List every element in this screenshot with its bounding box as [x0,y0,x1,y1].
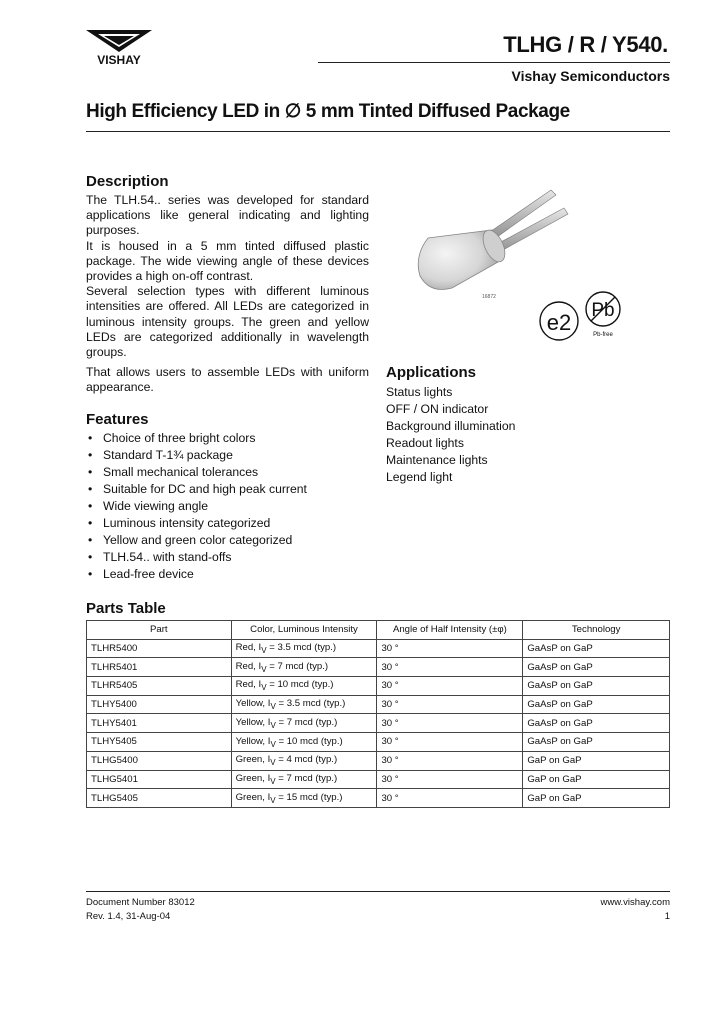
table-row [87,658,670,677]
technology-cell: GaAsP on GaP [523,714,670,733]
pb-symbol: Pb [591,300,615,321]
table-row [87,639,670,658]
feature-item [86,447,307,464]
color-cell: Green, $I_V = 7$ mcd (typ.) [231,770,377,789]
feature-item [86,430,307,447]
footer-rule [86,891,670,892]
bullet: • [88,567,93,581]
bullet: • [88,465,93,479]
description-extra: That allows users to assemble LEDs with uniform appearance. [86,365,369,395]
table-row [87,695,670,714]
feature-item [86,515,307,532]
bullet: • [88,448,93,462]
table-row [87,714,670,733]
feature-text: Choice of three bright colors [103,431,256,445]
table-row [87,733,670,752]
part-cell: TLHY5401 [87,714,232,733]
bullet: • [88,550,93,564]
application-item: Readout lights [386,436,464,450]
description-paragraph-3: Several selection types with different luminous intensities are offered. All LEDs are categorized in luminous intensity groups. The green and yellow LEDs are categorized additionally in wavelength groups. [86,284,369,360]
feature-item [86,532,307,549]
logo-text: VISHAY [97,53,141,67]
description-paragraph-2: It is housed in a 5 mm tinted diffused plastic package. The wide viewing angle of these devices provides a high on-off contrast. [86,238,369,284]
color-cell: Yellow, $I_V = 3.5$ mcd (typ.) [231,695,377,714]
feature-text: Wide viewing angle [103,499,209,513]
angle-cell: 30 ° [377,677,523,696]
table-row [87,789,670,808]
table-row [87,751,670,770]
column-header-part: Part [87,621,232,640]
color-cell: Green, $I_V = 4$ mcd (typ.) [231,751,377,770]
technology-cell: GaAsP on GaP [523,639,670,658]
company-name: Vishay Semiconductors [511,68,670,84]
revision-info: Rev. 1.4, 31-Aug-04 [86,911,171,922]
angle-cell: 30 ° [377,751,523,770]
part-cell: TLHR5405 [87,677,232,696]
feature-item [86,566,307,583]
technology-cell: GaP on GaP [523,770,670,789]
vishay-logo-icon [84,28,154,68]
application-item: OFF / ON indicator [386,402,489,416]
color-cell: Yellow, $I_V = 10$ mcd (typ.) [231,733,377,752]
feature-text: Small mechanical tolerances [103,465,259,479]
document-number: Document Number 83012 [86,897,195,908]
color-cell: Red, $I_V = 3.5$ mcd (typ.) [231,639,377,658]
website-link[interactable]: www.vishay.com [600,897,670,908]
e2-mark-icon [538,300,580,342]
bullet: • [88,431,93,445]
technology-cell: GaAsP on GaP [523,658,670,677]
feature-text: TLH.54.. with stand-offs [103,550,232,564]
bullet: • [88,533,93,547]
application-item: Status lights [386,385,453,399]
e2-mark-text: e2 [546,310,572,335]
color-cell: Red, $I_V = 7$ mcd (typ.) [231,658,377,677]
angle-cell: 30 ° [377,658,523,677]
technology-cell: GaAsP on GaP [523,677,670,696]
part-cell: TLHR5401 [87,658,232,677]
features-list [86,430,307,583]
angle-cell: 30 ° [377,770,523,789]
header-rule [318,62,670,63]
feature-text: Standard T-1¾ package [103,448,233,462]
technology-cell: GaP on GaP [523,789,670,808]
angle-cell: 30 ° [377,695,523,714]
feature-item [86,464,307,481]
application-item: Background illumination [386,419,516,433]
angle-cell: 30 ° [377,714,523,733]
page-title: High Efficiency LED in ∅ 5 mm Tinted Diffused Package [86,101,570,122]
color-cell: Green, $I_V = 15$ mcd (typ.) [231,789,377,808]
feature-text: Lead-free device [103,567,194,581]
technology-cell: GaP on GaP [523,751,670,770]
title-rule [86,131,670,132]
angle-cell: 30 ° [377,789,523,808]
table-row [87,677,670,696]
applications-heading: Applications [386,364,477,381]
feature-item [86,498,307,515]
parts-table [86,620,670,808]
angle-cell: 30 ° [377,733,523,752]
part-cell: TLHR5400 [87,639,232,658]
feature-text: Yellow and green color categorized [103,533,293,547]
description-paragraph-1: The TLH.54.. series was developed for standard applications like general indicating and lighting purposes. [86,193,369,238]
feature-text: Luminous intensity categorized [103,516,271,530]
table-header-row [87,621,670,640]
feature-text: Suitable for DC and high peak current [103,482,307,496]
application-item: Maintenance lights [386,453,488,467]
column-header-color: Color, Luminous Intensity [231,621,377,640]
bullet: • [88,516,93,530]
table-row [87,770,670,789]
column-header-angle: Angle of Half Intensity (±φ) [377,621,523,640]
part-cell: TLHY5405 [87,733,232,752]
description-heading: Description [86,173,169,190]
part-cell: TLHG5400 [87,751,232,770]
feature-item [86,481,307,498]
color-cell: Yellow, $I_V = 7$ mcd (typ.) [231,714,377,733]
document-title: TLHG / R / Y540. [503,32,668,57]
lead-free-icon [583,290,623,338]
part-cell: TLHG5401 [87,770,232,789]
pb-free-caption: Pb-free [593,332,613,338]
technology-cell: GaAsP on GaP [523,733,670,752]
figure-code: 16872 [482,294,496,300]
bullet: • [88,482,93,496]
page-number: 1 [664,911,670,922]
led-photo-icon [406,178,586,308]
application-item: Legend light [386,470,453,484]
color-cell: Red, $I_V = 10$ mcd (typ.) [231,677,377,696]
description-body [86,193,369,360]
column-header-technology: Technology [523,621,670,640]
technology-cell: GaAsP on GaP [523,695,670,714]
feature-item [86,549,307,566]
bullet: • [88,499,93,513]
applications-list [386,384,515,486]
part-cell: TLHG5405 [87,789,232,808]
features-heading: Features [86,411,149,428]
parts-table-heading: Parts Table [86,600,166,617]
angle-cell: 30 ° [377,639,523,658]
part-cell: TLHY5400 [87,695,232,714]
